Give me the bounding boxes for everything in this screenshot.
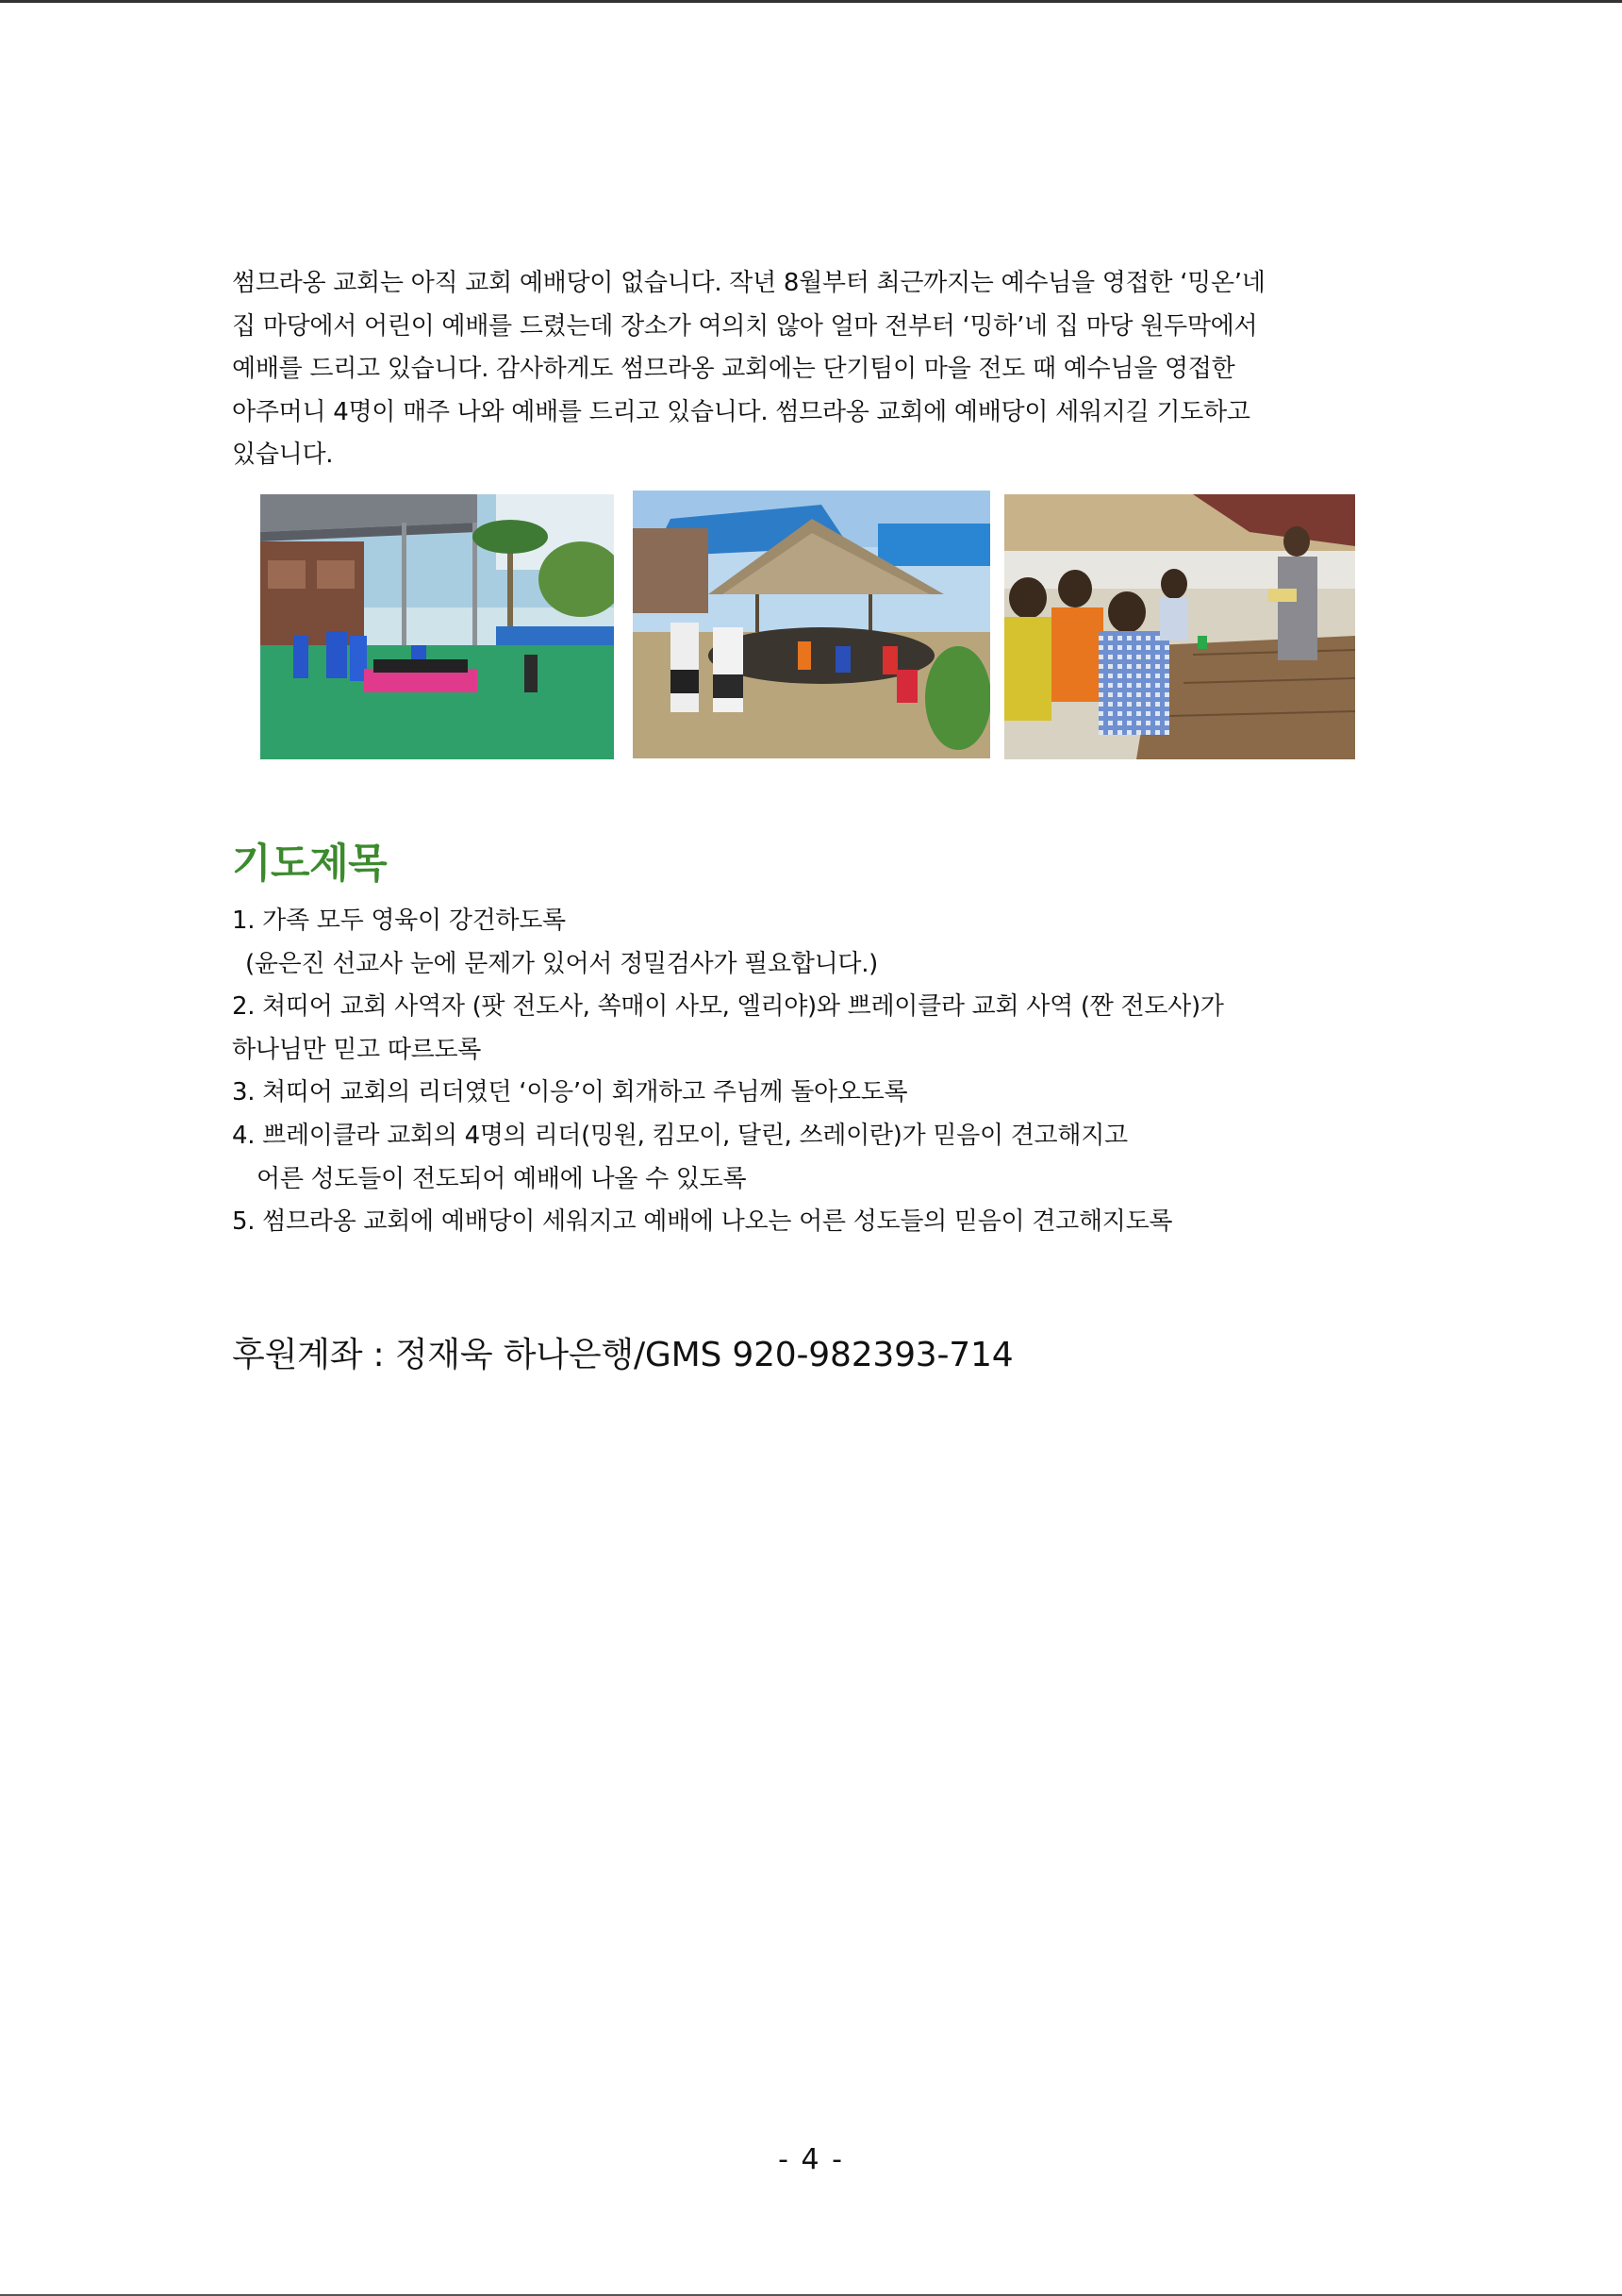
intro-paragraph [232,262,1373,477]
prayer-section-title: 기도제목 [232,840,388,888]
intro-line: 썸므라옹 교회는 아직 교회 예배당이 없습니다. 작년 8월부터 최근까지는 예수님을 영접한 ‘밍온’네 [232,269,1266,297]
intro-line: 아주머니 4명이 매주 나와 예배를 드리고 있습니다. 썸므라옹 교회에 예배당이 세워지길 기도하고 [232,397,1250,426]
page-number: - 4 - [778,2143,844,2176]
donation-account: 후원계좌 : 정재욱 하나은행/GMS 920-982393-714 [232,1336,1014,1374]
intro-line: 예배를 드리고 있습니다. 감사하게도 썸므라옹 교회에는 단기팀이 마을 전도 때 예수님을 영접한 [232,355,1235,383]
intro-line: 있습니다. [232,441,334,469]
prayer-item: 2. 쳐띠어 교회 사역자 (팟 전도사, 쏙매이 사모, 엘리야)와 쁘레이클라 교회 사역 (짠 전도사)가 [232,992,1224,1022]
prayer-item-continuation: 하나님만 믿고 따르도록 [232,1035,482,1064]
prayer-item: 1. 가족 모두 영육이 강건하도록 [232,907,566,935]
prayer-item: 4. 쁘레이클라 교회의 4명의 리더(밍원, 킴모이, 달린, 쓰레이란)가 믿음이 견고해지고 [232,1121,1128,1150]
prayer-list [232,900,1373,1244]
photo-children-bible-reading [1004,494,1355,759]
prayer-item-continuation: 어른 성도들이 전도되어 예배에 나올 수 있도록 [257,1164,747,1193]
prayer-item: 3. 쳐띠어 교회의 리더였던 ‘이응’이 회개하고 주님께 돌아오도록 [232,1078,908,1107]
intro-line: 집 마당에서 어린이 예배를 드렸는데 장소가 여의치 않아 얼마 전부터 ‘밍하’네 집 마당 원두막에서 [232,311,1258,341]
photo-outdoor-gathering [260,494,614,759]
page-top-border [0,0,1622,3]
prayer-item: 5. 썸므라옹 교회에 예배당이 세워지고 예배에 나오는 어른 성도들의 믿음이 견고해지도록 [232,1207,1173,1237]
photo-thatched-hut-crowd [633,491,990,758]
prayer-item-note: (윤은진 선교사 눈에 문제가 있어서 정밀검사가 필요합니다.) [245,949,879,978]
